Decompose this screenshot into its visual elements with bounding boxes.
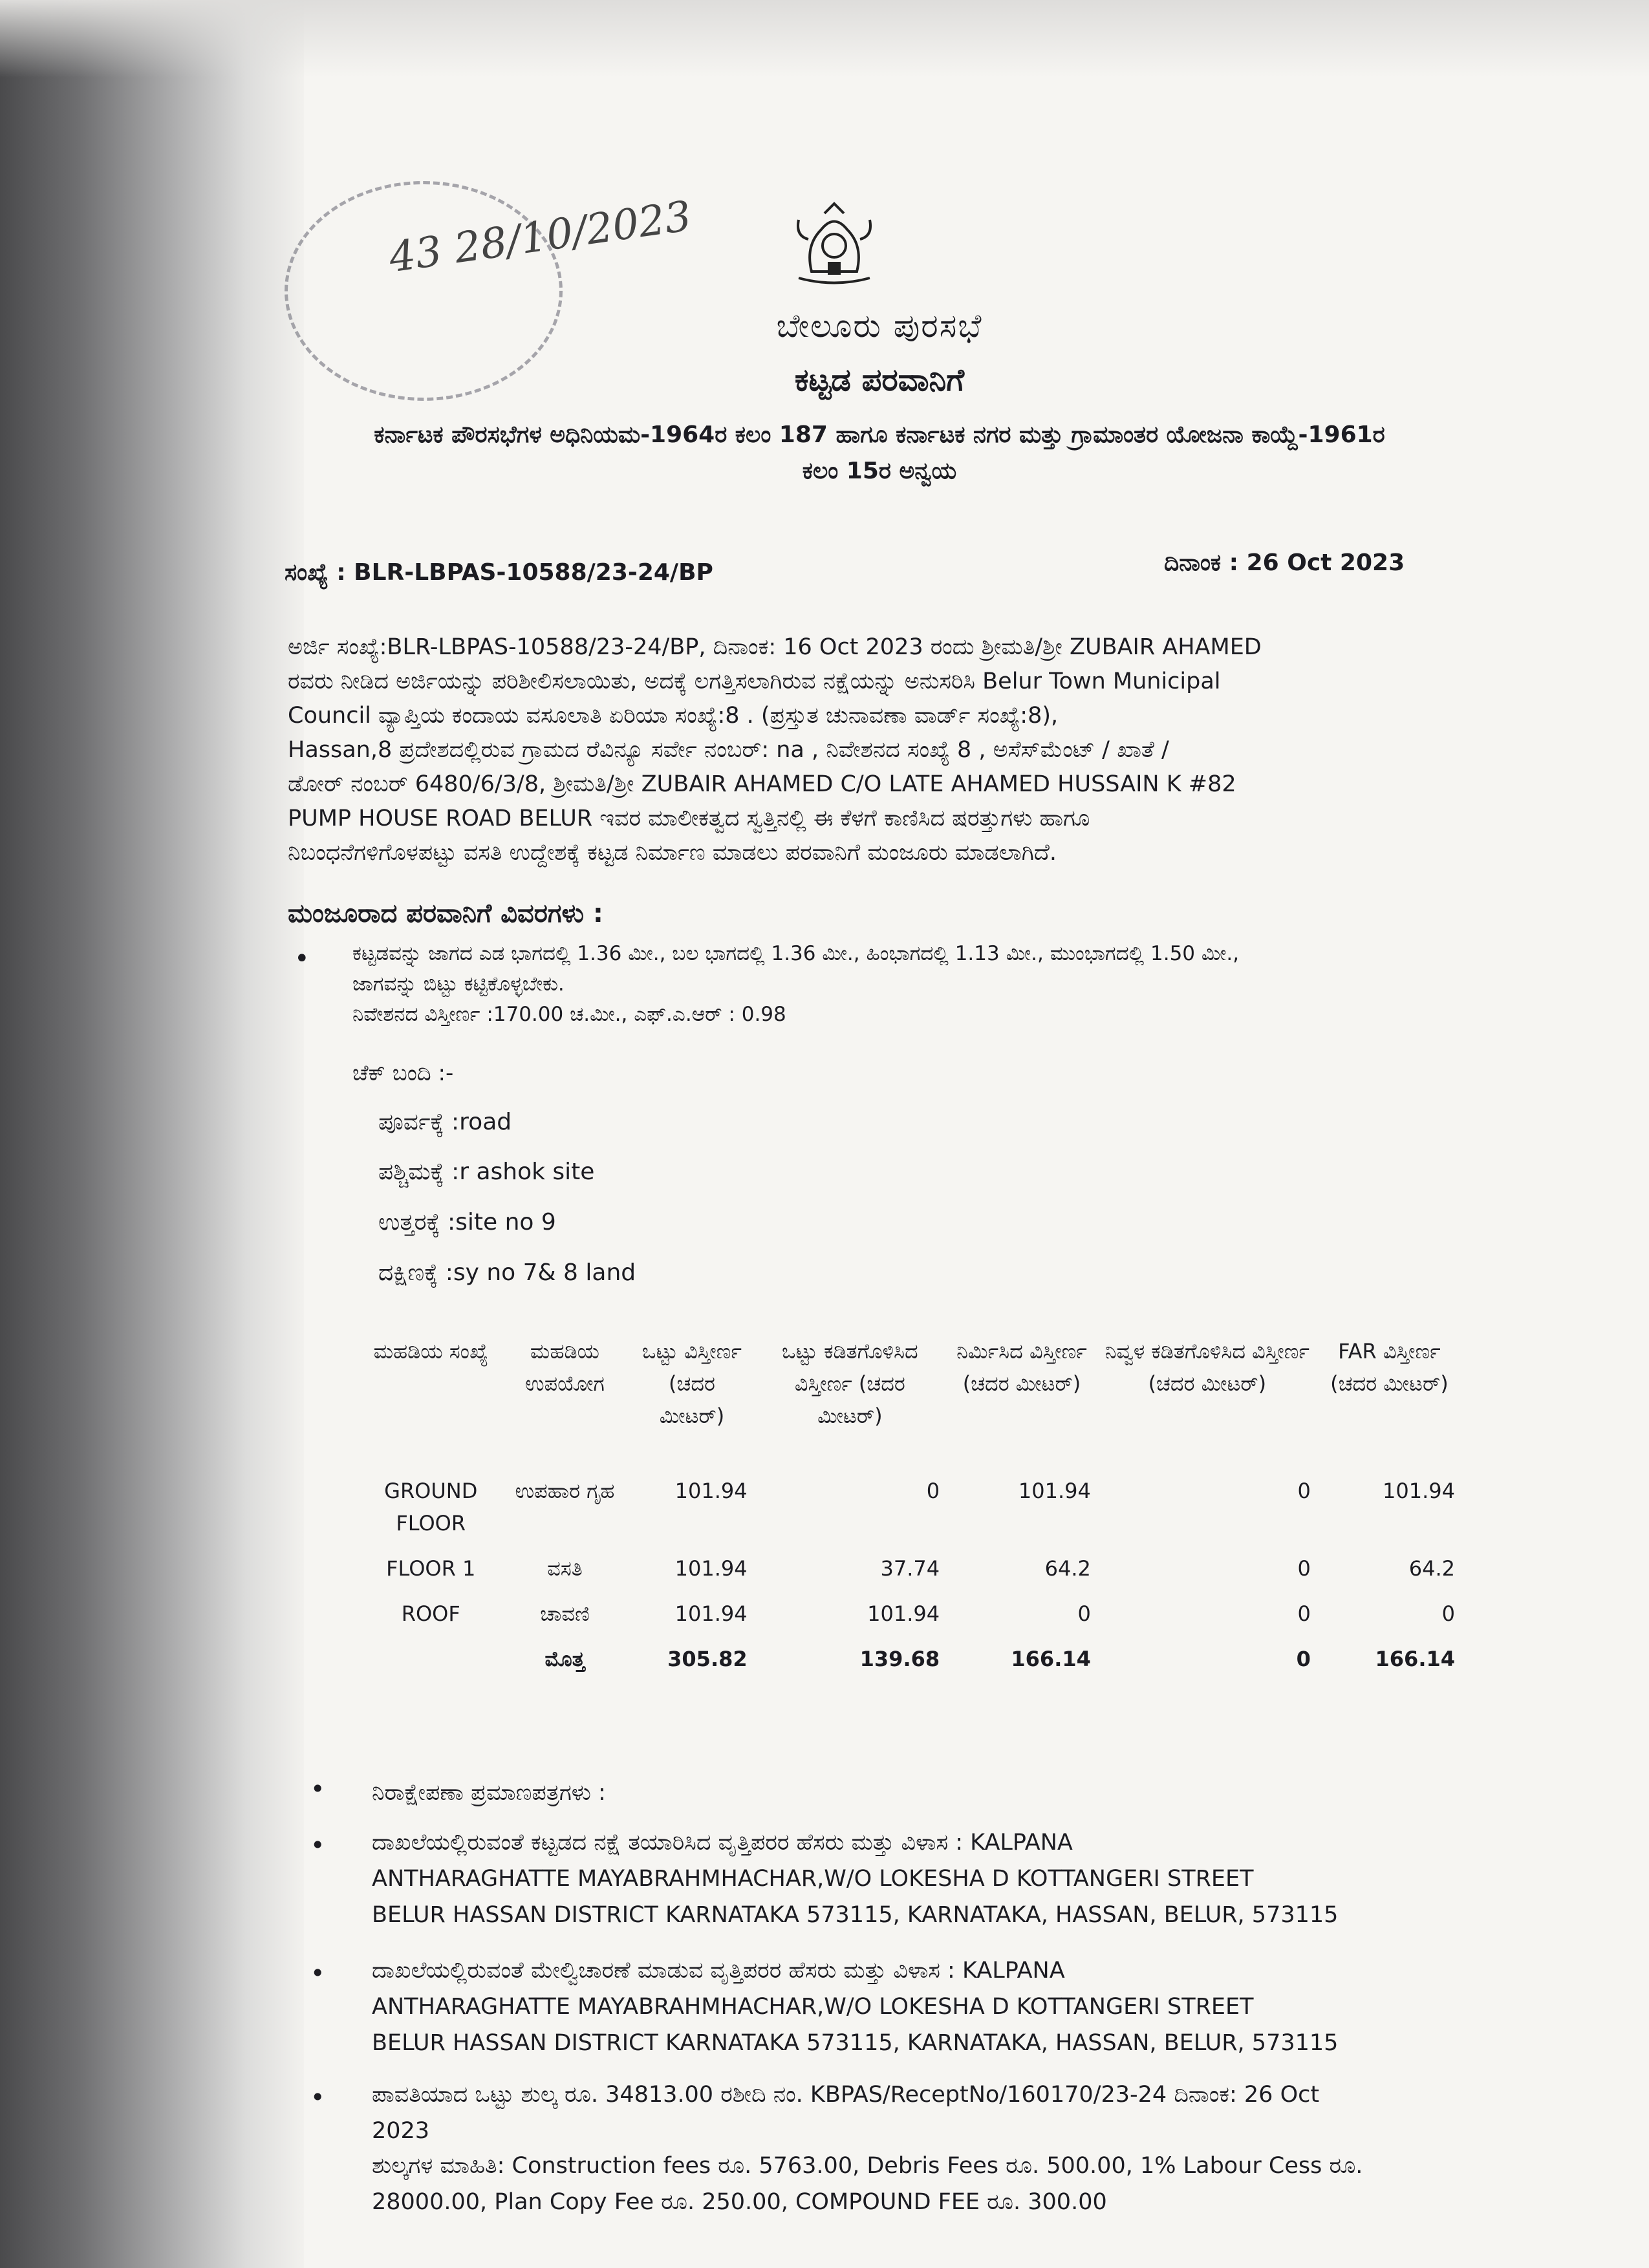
table-total-row (362, 1639, 1461, 1684)
reference-label: ಸಂಖ್ಯೆ : (285, 559, 346, 586)
designer-line: BELUR HASSAN DISTRICT KARNATAKA 573115, KARNATAKA, HASSAN, BELUR, 573115 (372, 1902, 1339, 1928)
deducted-area: 37.74 (880, 1556, 940, 1581)
fee-details-line: ಶುಲ್ಕಗಳ ಮಾಹಿತಿ: Construction fees ರೂ. 5763.00, Debris Fees ರೂ. 500.00, 1% Labour Cess ರೂ. (372, 2153, 1363, 2179)
table-row (362, 1471, 1461, 1548)
karnataka-emblem-icon (786, 200, 883, 291)
act-line-2: ಕಲಂ 15ರ ಅನ್ವಯ (802, 458, 957, 484)
total-area: 101.94 (674, 1556, 748, 1581)
municipality-name: ಬೇಲೂರು ಪುರಸಭೆ (776, 307, 983, 345)
column-header: ನಿವ್ವಳ ಕಡಿತಗೊಳಿಸಿದ ವಿಸ್ತೀರ್ಣ (ಚದರ ಮೀಟರ್) (1105, 1339, 1310, 1396)
reference-number (285, 559, 713, 586)
document-title: ಕಟ್ಟಡ ಪರವಾನಿಗೆ (794, 362, 965, 398)
net-deducted-area: 0 (1297, 1601, 1311, 1626)
floor-use: ಉಪಹಾರ ಗೃಹ (515, 1479, 615, 1503)
supervisor-line: ANTHARAGHATTE MAYABRAHMHACHAR,W/O LOKESHA D KOTTANGERI STREET (372, 1994, 1254, 2020)
fee-paid (372, 2077, 1445, 2149)
table-row (362, 1548, 1461, 1594)
built-area-sum: 166.14 (1011, 1647, 1091, 1671)
deducted-area-sum: 139.68 (859, 1647, 940, 1671)
fee-paid-line: ಪಾವತಿಯಾದ ಒಟ್ಟು ಶುಲ್ಕ ರೂ. 34813.00 ರಶೀದಿ ನಂ. KBPAS/ReceptNo/160170/23-24 ದಿನಾಂಕ: 26 Oct (372, 2082, 1320, 2108)
approved-details-heading: ಮಂಜೂರಾದ ಪರವಾನಿಗೆ ವಿವರಗಳು : (288, 899, 603, 928)
supervisor-details (372, 1952, 1445, 2061)
deducted-area: 0 (926, 1479, 940, 1503)
net-deducted-area-sum: 0 (1296, 1647, 1311, 1671)
paragraph-line: PUMP HOUSE ROAD BELUR ಇವರ ಮಾಲೀಕತ್ವದ ಸ್ವತ್ತಿನಲ್ಲಿ ಈ ಕೆಳಗೆ ಕಾಣಿಸಿದ ಷರತ್ತುಗಳು ಹಾಗೂ (288, 806, 1090, 831)
designer-details (372, 1824, 1445, 1933)
designer-line: ದಾಖಲೆಯಲ್ಲಿರುವಂತೆ ಕಟ್ಟಡದ ನಕ್ಷೆ ತಯಾರಿಸಿದ ವೃತ್ತಿಪರರ ಹೆಸರು ಮತ್ತು ವಿಳಾಸ : KALPANA (372, 1830, 1073, 1856)
far-area: 101.94 (1383, 1479, 1455, 1503)
issue-date (1164, 550, 1405, 577)
paragraph-line: ಡೋರ್ ನಂಬರ್ 6480/6/3/8, ಶ್ರೀಮತಿ/ಶ್ರೀ ZUBAIR AHAMED C/O LATE AHAMED HUSSAIN K #82 (288, 771, 1236, 797)
bullet-icon: • (310, 1775, 325, 1803)
net-deducted-area: 0 (1297, 1479, 1311, 1503)
far-area-sum: 166.14 (1375, 1647, 1455, 1671)
total-area-sum: 305.82 (667, 1647, 748, 1671)
built-area: 101.94 (1018, 1479, 1091, 1503)
reference-value: BLR-LBPAS-10588/23-24/BP (354, 559, 713, 586)
bullet-icon: • (310, 2083, 325, 2112)
far-area: 0 (1441, 1601, 1455, 1626)
boundary-east: ಪೂರ್ವಕ್ಕೆ :road (378, 1109, 512, 1135)
bullet-icon: • (294, 944, 310, 974)
bullet-icon: • (310, 1959, 325, 1987)
deducted-area: 101.94 (867, 1601, 940, 1626)
fee-paid-line: 2023 (372, 2118, 430, 2144)
column-header: ಮಹಡಿಯ ಸಂಖ್ಯೆ (373, 1339, 488, 1364)
column-header: FAR ವಿಸ್ತೀರ್ಣ (ಚದರ ಮೀಟರ್) (1330, 1339, 1449, 1396)
total-empty-cell (362, 1639, 500, 1684)
noc-heading: ನಿರಾಕ್ಷೇಪಣಾ ಪ್ರಮಾಣಪತ್ರಗಳು : (372, 1780, 606, 1806)
total-area: 101.94 (674, 1479, 748, 1503)
total-area: 101.94 (674, 1601, 748, 1626)
paragraph-line: ನಿಬಂಧನೆಗಳಿಗೊಳಪಟ್ಟು ವಸತಿ ಉದ್ದೇಶಕ್ಕೆ ಕಟ್ಟಡ ನಿರ್ಮಾಣ ಮಾಡಲು ಪರವಾನಿಗೆ ಮಂಜೂರು ಮಾಡಲಾಗಿದೆ. (288, 840, 1057, 866)
bullet-icon: • (310, 1831, 325, 1859)
paragraph-line: Council ವ್ಯಾಪ್ತಿಯ ಕಂದಾಯ ವಸೂಲಾತಿ ಏರಿಯಾ ಸಂಖ್ಯೆ:8 . (ಪ್ರಸ್ತುತ ಚುನಾವಣಾ ವಾರ್ಡ್ ಸಂಖ್ಯೆ:8), (288, 703, 1059, 729)
act-line-1: ಕರ್ನಾಟಕ ಪೌರಸಭೆಗಳ ಅಧಿನಿಯಮ-1964ರ ಕಲಂ 187 ಹಾಗೂ ಕರ್ನಾಟಕ ನಗರ ಮತ್ತು ಗ್ರಾಮಾಂತರ ಯೋಜನಾ ಕಾಯ್ದೆ-1961ರ (374, 422, 1385, 448)
setback-details (352, 939, 1413, 1030)
floor-use: ಚಾವಣಿ (540, 1601, 590, 1626)
handwritten-inward-number: 43 28/10/2023 (386, 192, 695, 283)
floor-use: ವಸತಿ (547, 1556, 583, 1581)
net-deducted-area: 0 (1297, 1556, 1311, 1581)
fee-details-line: 28000.00, Plan Copy Fee ರೂ. 250.00, COMPOUND FEE ರೂ. 300.00 (372, 2189, 1107, 2215)
boundary-north: ಉತ್ತರಕ್ಕೆ :site no 9 (378, 1209, 556, 1236)
built-area: 64.2 (1044, 1556, 1091, 1581)
table-row (362, 1594, 1461, 1639)
column-header: ಒಟ್ಟು ವಿಸ್ತೀರ್ಣ (ಚದರ ಮೀಟರ್) (642, 1339, 742, 1428)
designer-line: ANTHARAGHATTE MAYABRAHMHACHAR,W/O LOKESHA D KOTTANGERI STREET (372, 1866, 1254, 1892)
built-area: 0 (1077, 1601, 1091, 1626)
floor-number: FLOOR 1 (386, 1556, 476, 1581)
setback-line: ಕಟ್ಟಡವನ್ನು ಜಾಗದ ಎಡ ಭಾಗದಲ್ಲಿ 1.36 ಮೀ., ಬಲ ಭಾಗದಲ್ಲಿ 1.36 ಮೀ., ಹಿಂಭಾಗದಲ್ಲಿ 1.13 ಮೀ., ಮುಂಭಾಗದಲ್ಲಿ 1.50 ಮೀ., (352, 942, 1240, 965)
table-header-row (362, 1335, 1461, 1471)
date-label: ದಿನಾಂಕ : (1164, 550, 1239, 576)
far-area: 64.2 (1408, 1556, 1455, 1581)
fee-details (372, 2148, 1445, 2220)
paragraph-line: Hassan,8 ಪ್ರದೇಶದಲ್ಲಿರುವ ಗ್ರಾಮದ ರೆವಿನ್ಯೂ ಸರ್ವೇ ನಂಬರ್: na , ನಿವೇಶನದ ಸಂಖ್ಯೆ 8 , ಅಸೆಸ್‌ಮೆಂಟ್ / ಖಾತೆ / (288, 737, 1169, 763)
floor-number: GROUND FLOOR (384, 1479, 478, 1535)
date-value: 26 Oct 2023 (1246, 550, 1405, 576)
total-label: ಮೊತ್ತ (544, 1647, 585, 1671)
column-header: ಮಹಡಿಯ ಉಪಯೋಗ (525, 1339, 605, 1396)
top-shadow (0, 0, 1649, 78)
paragraph-line: ಅರ್ಜಿ ಸಂಖ್ಯೆ:BLR-LBPAS-10588/23-24/BP, ದಿನಾಂಕ: 16 Oct 2023 ರಂದು ಶ್ರೀಮತಿ/ಶ್ರೀ ZUBAIR AHAMED (288, 634, 1262, 660)
boundary-west: ಪಶ್ಚಿಮಕ್ಕೆ :r ashok site (378, 1159, 595, 1185)
boundary-south: ದಕ್ಷಿಣಕ್ಕೆ :sy no 7& 8 land (378, 1259, 636, 1286)
paragraph-line: ರವರು ನೀಡಿದ ಅರ್ಜಿಯನ್ನು ಪರಿಶೀಲಿಸಲಾಯಿತು, ಅದಕ್ಕೆ ಲಗತ್ತಿಸಲಾಗಿರುವ ನಕ್ಷೆಯನ್ನು ಅನುಸರಿಸಿ Belur Town Municipal (288, 669, 1221, 694)
act-reference (233, 417, 1526, 489)
floor-area-table (362, 1335, 1461, 1684)
permit-paragraph (288, 630, 1426, 870)
boundaries-heading: ಚೆಕ್ ಬಂದಿ :- (352, 1060, 454, 1086)
supervisor-line: ದಾಖಲೆಯಲ್ಲಿರುವಂತೆ ಮೇಲ್ವಿಚಾರಣೆ ಮಾಡುವ ವೃತ್ತಿಪರರ ಹೆಸರು ಮತ್ತು ವಿಳಾಸ : KALPANA (372, 1958, 1065, 1984)
column-header: ಒಟ್ಟು ಕಡಿತಗೊಳಿಸಿದ ವಿಸ್ತೀರ್ಣ (ಚದರ ಮೀಟರ್) (782, 1339, 918, 1428)
site-area: ನಿವೇಶನದ ವಿಸ್ತೀರ್ಣ :170.00 ಚ.ಮೀ., ಎಫ್.ಎ.ಆರ್ : 0.98 (352, 1003, 786, 1026)
setback-line: ಜಾಗವನ್ನು ಬಿಟ್ಟು ಕಟ್ಟಿಕೊಳ್ಳಬೇಕು. (352, 972, 565, 996)
column-header: ನಿರ್ಮಿಸಿದ ವಿಸ್ತೀರ್ಣ (ಚದರ ಮೀಟರ್) (956, 1339, 1087, 1396)
floor-number: ROOF (401, 1601, 460, 1626)
supervisor-line: BELUR HASSAN DISTRICT KARNATAKA 573115, KARNATAKA, HASSAN, BELUR, 573115 (372, 2030, 1339, 2056)
